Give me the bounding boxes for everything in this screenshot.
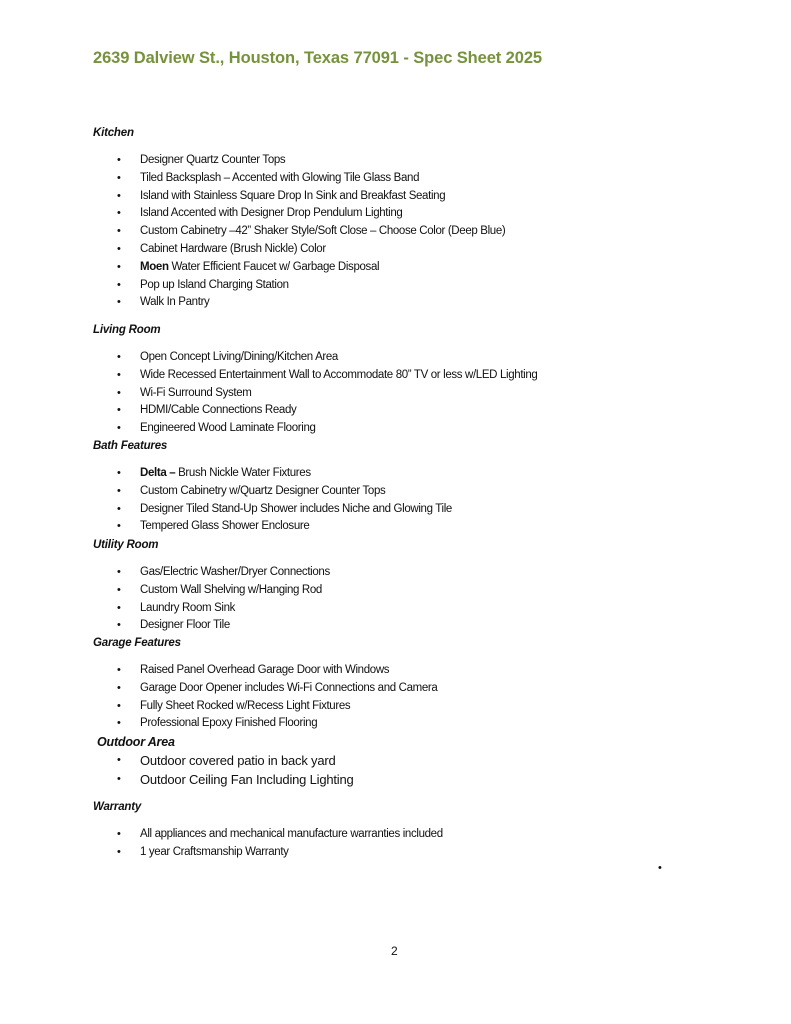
bullet-icon: • (117, 386, 121, 399)
list-item (93, 582, 330, 600)
item-text: Tiled Backsplash – Accented with Glowing Tile Glass Band (140, 171, 420, 184)
item-text: Outdoor Ceiling Fan Including Lighting (140, 772, 354, 787)
list-item (93, 770, 354, 789)
item-text: Laundry Room Sink (140, 601, 236, 614)
list-item (93, 170, 505, 188)
list-item (93, 223, 505, 241)
list-item (93, 259, 505, 277)
item-text: Wide Recessed Entertainment Wall to Accommodate 80” TV or less w/LED Lighting (140, 368, 538, 381)
item-text: Designer Quartz Counter Tops (140, 154, 286, 166)
bullet-list (93, 152, 505, 312)
bullet-icon: • (117, 171, 121, 184)
stray-bullet: • (658, 862, 662, 874)
bullet-icon: • (117, 664, 121, 676)
bullet-icon: • (117, 601, 121, 614)
bullet-icon: • (117, 154, 121, 166)
bullet-list (93, 662, 437, 733)
section-heading: Outdoor Area (97, 735, 175, 749)
section-heading: Warranty (93, 801, 142, 813)
item-text: Brush Nickle Water Fixtures (175, 467, 311, 479)
document-title: 2639 Dalview St., Houston, Texas 77091 - Spec Sheet 2025 (93, 49, 542, 67)
item-text: Garage Door Opener includes Wi-Fi Connections and Camera (140, 681, 438, 694)
bullet-icon: • (117, 278, 121, 291)
bullet-list (93, 826, 443, 862)
bullet-list (93, 751, 354, 789)
list-item (93, 662, 437, 680)
item-text: Professional Epoxy Finished Flooring (140, 717, 318, 730)
section-heading: Living Room (93, 324, 161, 336)
list-item (93, 420, 537, 438)
item-text: All appliances and mechanical manufacture warranties included (140, 828, 443, 840)
brand-name: Delta – (140, 467, 176, 479)
brand-name: Moen (140, 260, 169, 273)
bullet-icon: • (117, 242, 121, 255)
list-item (93, 277, 505, 295)
bullet-icon: • (117, 681, 121, 694)
list-item (93, 680, 437, 698)
item-text: Cabinet Hardware (Brush Nickle) Color (140, 242, 326, 255)
bullet-icon: • (117, 619, 121, 632)
bullet-icon: • (117, 422, 121, 435)
item-text: Water Efficient Faucet w/ Garbage Disposal (168, 260, 380, 273)
item-text: Open Concept Living/Dining/Kitchen Area (140, 351, 338, 363)
item-text: Gas/Electric Washer/Dryer Connections (140, 566, 330, 578)
section-utility-room (93, 536, 330, 635)
bullet-icon: • (117, 467, 121, 479)
section-heading: Utility Room (93, 539, 159, 551)
section-heading: Garage Features (93, 637, 181, 649)
bullet-icon: • (117, 828, 121, 840)
bullet-icon: • (117, 404, 121, 417)
list-item (93, 751, 354, 770)
item-text: Custom Cabinetry –42” Shaker Style/Soft Close – Choose Color (Deep Blue) (140, 225, 506, 238)
item-text: Fully Sheet Rocked w/Recess Light Fixtures (140, 699, 351, 712)
list-item (93, 698, 437, 716)
item-text: Island Accented with Designer Drop Pendulum Lighting (140, 207, 403, 220)
list-item (93, 294, 505, 312)
item-text: Walk In Pantry (140, 296, 210, 309)
section-outdoor-area (97, 733, 354, 789)
section-heading: Bath Features (93, 440, 168, 452)
list-item (93, 465, 452, 483)
section-bath-features (93, 437, 452, 536)
bullet-icon: • (117, 845, 121, 858)
bullet-icon: • (117, 260, 121, 273)
bullet-list (93, 564, 330, 635)
section-kitchen (93, 124, 505, 312)
list-item (93, 483, 452, 501)
list-item (93, 518, 452, 536)
bullet-list (93, 465, 452, 536)
list-item (93, 205, 505, 223)
list-item (93, 826, 443, 844)
list-item (93, 152, 505, 170)
bullet-icon: • (117, 207, 121, 220)
section-living-room (93, 321, 537, 438)
list-item (93, 501, 452, 519)
list-item (93, 715, 437, 733)
bullet-icon: • (117, 699, 121, 712)
list-item (93, 367, 537, 385)
item-text: HDMI/Cable Connections Ready (140, 404, 297, 417)
item-text: Designer Tiled Stand-Up Shower includes Niche and Glowing Tile (140, 502, 452, 515)
item-text: Custom Cabinetry w/Quartz Designer Counter Tops (140, 484, 386, 497)
item-text: Custom Wall Shelving w/Hanging Rod (140, 583, 322, 596)
list-item (93, 188, 505, 206)
bullet-icon: • (117, 773, 121, 785)
item-text: Pop up Island Charging Station (140, 278, 289, 291)
list-item (93, 564, 330, 582)
bullet-icon: • (117, 484, 121, 497)
list-item (93, 402, 537, 420)
bullet-icon: • (117, 502, 121, 515)
list-item (93, 349, 537, 367)
bullet-icon: • (117, 351, 121, 363)
list-item (93, 617, 330, 635)
bullet-icon: • (117, 717, 121, 730)
bullet-icon: • (117, 225, 121, 238)
bullet-icon: • (117, 296, 121, 309)
item-text: Tempered Glass Shower Enclosure (140, 520, 310, 533)
bullet-list (93, 349, 537, 438)
item-text: 1 year Craftsmanship Warranty (140, 845, 289, 858)
item-text: Outdoor covered patio in back yard (140, 753, 336, 768)
bullet-icon: • (117, 189, 121, 202)
list-item (93, 385, 537, 403)
bullet-icon: • (117, 520, 121, 533)
bullet-icon: • (117, 368, 121, 381)
bullet-icon: • (117, 754, 121, 766)
list-item (93, 844, 443, 862)
bullet-icon: • (117, 583, 121, 596)
section-warranty (93, 798, 443, 862)
page-number: 2 (391, 944, 398, 958)
section-garage-features (93, 634, 437, 733)
section-heading: Kitchen (93, 127, 134, 139)
item-text: Engineered Wood Laminate Flooring (140, 422, 316, 435)
item-text: Wi-Fi Surround System (140, 386, 252, 399)
list-item (93, 600, 330, 618)
list-item (93, 241, 505, 259)
bullet-icon: • (117, 566, 121, 578)
item-text: Raised Panel Overhead Garage Door with Windows (140, 664, 390, 676)
item-text: Island with Stainless Square Drop In Sink and Breakfast Seating (140, 189, 446, 202)
item-text: Designer Floor Tile (140, 619, 230, 632)
